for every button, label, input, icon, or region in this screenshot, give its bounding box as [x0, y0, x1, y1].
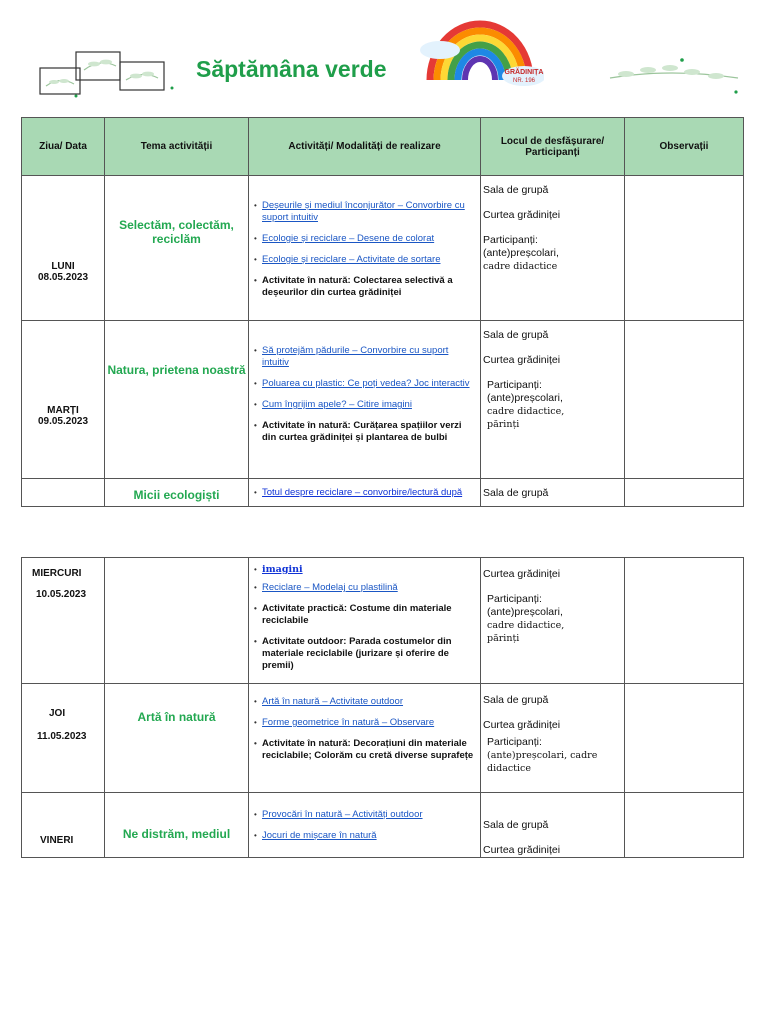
activity-link[interactable]: Artă în natură – Activitate outdoor: [262, 696, 404, 707]
table-row-marti: [22, 321, 744, 479]
table-row-miercuri-start: [22, 479, 744, 507]
activity-type: Activitate în natură:: [262, 738, 351, 749]
location-text: Curtea grădiniței: [483, 354, 561, 366]
observations-cell: [625, 176, 744, 321]
location-text: Sala de grupă: [483, 184, 549, 196]
day-label: MARȚI: [47, 405, 79, 416]
participants-text: (ante)preșcolari,: [483, 247, 559, 259]
date-label: 10.05.2023: [36, 589, 87, 600]
date-label: 08.05.2023: [37, 272, 89, 283]
table-row-vineri: [22, 793, 744, 858]
svg-text:NR. 196: NR. 196: [512, 78, 536, 84]
activity-type: Activitate în natură:: [262, 420, 351, 431]
participants-text: părinți: [487, 633, 520, 644]
table-row-luni: [22, 176, 744, 321]
activity-link[interactable]: imagini: [262, 564, 303, 575]
header-theme: Tema activității: [105, 118, 249, 176]
participants-text: (ante)preșcolari, cadre didactice: [487, 750, 598, 774]
location-text: Sala de grupă: [483, 694, 549, 706]
day-label: VINERI: [40, 835, 74, 846]
header-day: Ziua/ Data: [22, 118, 105, 176]
activity-type: Activitate outdoor:: [262, 636, 347, 647]
activity-link[interactable]: Cum îngrijim apele? – Citire imagini: [262, 399, 412, 410]
participants-text: cadre didactice: [483, 261, 558, 272]
activity-link[interactable]: Poluarea cu plastic: Ce poți vedea? Joc interactiv: [262, 378, 470, 389]
theme-label: Selectăm, colectăm, reciclăm: [119, 218, 234, 246]
header-location: Locul de desfășurare/ Participanți: [481, 118, 625, 176]
location-text: Curtea grădiniței: [483, 568, 561, 580]
location-text: Sala de grupă: [483, 487, 549, 499]
theme-label: Ne distrăm, mediul: [122, 827, 231, 841]
activity-text: Parada costumelor din materiale reciclabile (jurizare și oferire de premii): [262, 636, 452, 671]
observations-cell: [625, 479, 744, 507]
activity-text: Colectarea selectivă a deșeurilor din curtea grădiniței: [262, 275, 453, 298]
date-label: 11.05.2023: [37, 731, 87, 742]
svg-text:GRĂDINIȚA: GRĂDINIȚA: [504, 69, 544, 76]
schedule-table-page-1: [21, 117, 744, 507]
activity-type: Activitate în natură:: [262, 275, 351, 286]
observations-cell: [625, 321, 744, 479]
table-row-miercuri: [22, 558, 744, 684]
activity-text: Curățarea spațiilor verzi din curtea grădiniței și plantarea de bulbi: [262, 420, 462, 443]
kindergarten-rainbow-logo: [416, 10, 544, 90]
participants-text: cadre didactice,: [487, 406, 565, 417]
header-activities: Activități/ Modalități de realizare: [249, 118, 481, 176]
location-text: Curtea grădiniței: [483, 844, 561, 856]
activity-link[interactable]: Forme geometrice în natură – Observare: [262, 717, 435, 728]
theme-label: Natura, prietena noastră: [107, 363, 246, 377]
activity-link[interactable]: Ecologie și reciclare – Desene de colorat: [262, 233, 435, 244]
participants-text: părinți: [487, 419, 520, 430]
day-label: MIERCURI: [32, 568, 82, 579]
activity-link[interactable]: Reciclare – Modelaj cu plastilină: [262, 582, 398, 593]
activity-type: Activitate practică:: [262, 603, 348, 614]
location-text: Sala de grupă: [483, 329, 549, 341]
observations-cell: [625, 558, 744, 684]
leaves-decoration: [606, 56, 742, 96]
day-label: LUNI: [51, 261, 75, 272]
participants-text: (ante)preșcolari,: [487, 392, 563, 404]
leaves-frames-decoration: [36, 48, 186, 98]
participants-text: cadre didactice,: [487, 620, 565, 631]
header-observations: Observații: [625, 118, 744, 176]
observations-cell: [625, 684, 744, 793]
activity-link[interactable]: Jocuri de mișcare în natură: [262, 830, 377, 841]
page-title: Săptămâna verde: [196, 56, 387, 82]
participants-label: Participanți:: [487, 593, 542, 605]
observations-cell: [625, 793, 744, 858]
theme-label: Artă în natură: [137, 710, 216, 724]
table-row-joi: [22, 684, 744, 793]
activity-text: Decorațiuni din materiale reciclabile; Colorăm cu cretă diverse suprafețe: [262, 738, 474, 761]
activity-link[interactable]: Provocări în natură – Activități outdoor: [262, 809, 423, 820]
activity-link[interactable]: Să protejăm pădurile – Convorbire cu suport intuitiv: [262, 345, 449, 368]
participants-label: Participanți:: [487, 379, 542, 391]
date-label: 09.05.2023: [37, 416, 89, 427]
participants-label: Participanți:: [487, 736, 542, 748]
activity-text: Costume din materiale reciclabile: [262, 603, 452, 626]
location-text: Curtea grădiniței: [483, 719, 561, 731]
participants-text: (ante)preșcolari,: [487, 606, 563, 618]
day-label: JOI: [49, 708, 66, 719]
location-text: Sala de grupă: [483, 819, 549, 831]
participants-label: Participanți:: [483, 234, 538, 246]
activity-link[interactable]: Totul despre reciclare – convorbire/lectură după: [262, 487, 463, 498]
activity-link[interactable]: Ecologie și reciclare – Activitate de sortare: [262, 254, 441, 265]
schedule-table-page-2: [21, 557, 744, 858]
location-text: Curtea grădiniței: [483, 209, 561, 221]
theme-label: Micii ecologiști: [133, 488, 220, 502]
activity-link[interactable]: Deșeurile și mediul înconjurător – Convorbire cu suport intuitiv: [262, 200, 465, 223]
